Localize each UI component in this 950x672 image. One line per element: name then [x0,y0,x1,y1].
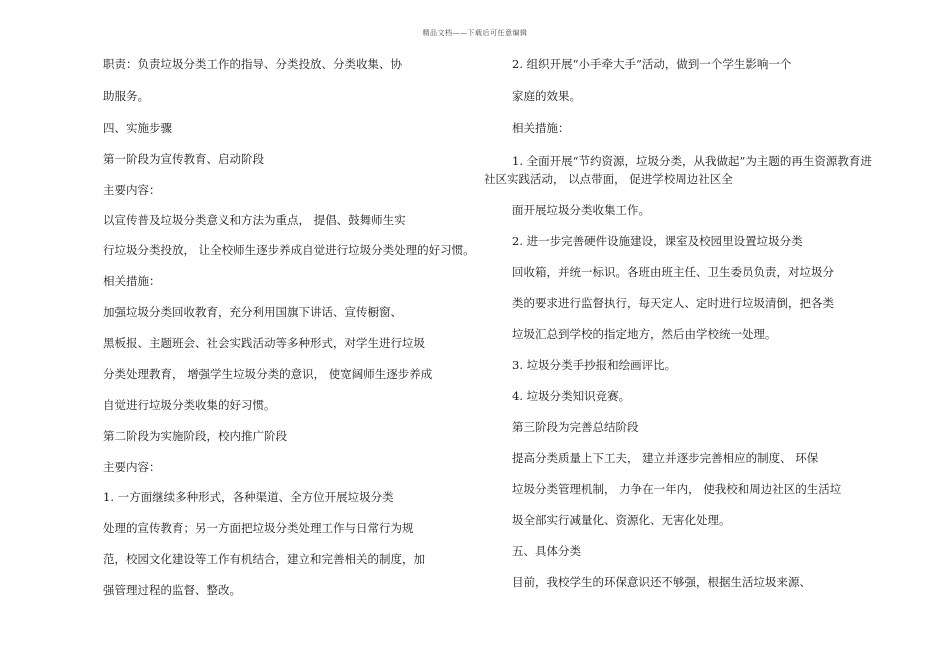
stage-heading: 第三阶段为完善总结阶段 [512,420,639,434]
text-line: 加强垃圾分类回收教育，充分利用国旗下讲话、宣传橱窗、 [103,305,402,319]
text-line: 家庭的效果。 [512,89,581,103]
text-line: 职责：负责垃圾分类工作的指导、分类投放、分类收集、协 [103,57,402,71]
text-line: 面开展垃圾分类收集工作。 [512,203,650,217]
text-line: 黑板报、主题班会、社会实践活动等多种形式，对学生进行垃圾 [103,336,425,350]
text-line: 1. 一方面继续多种形式，各种渠道、全方位开展垃圾分类 [103,490,394,504]
text-line: 以宣传普及垃圾分类意义和方法为重点， 提倡、鼓舞师生实 [103,213,406,227]
text-line: 助服务。 [103,89,149,103]
text-line: 范，校园文化建设等工作有机结合，建立和完善相关的制度，加 [103,552,425,566]
text-line: 3. 垃圾分类手抄报和绘画评比。 [512,358,677,372]
section-heading: 四、实施步骤 [103,121,172,135]
text-line: 回收箱，并统一标识。各班由班主任、卫生委员负责，对垃圾分 [512,265,834,279]
page-header: 精品文档——下载后可任意编辑 [422,29,528,37]
text-line: 自觉进行垃圾分类收集的好习惯。 [103,398,276,412]
text-line: 类的要求进行监督执行，每天定人、定时进行垃圾清倒，把各类 [512,296,834,310]
text-line: 强管理过程的监督、整改。 [103,583,241,597]
section-heading: 五、具体分类 [512,544,581,558]
text-line: 4. 垃圾分类知识竞赛。 [512,389,631,403]
text-line: 主要内容： [103,183,161,197]
stage-heading: 第二阶段为实施阶段，校内推广阶段 [103,429,287,443]
text-line: 垃圾分类管理机制， 力争在一年内， 使我校和周边社区的生活垃 [512,482,842,496]
text-line: 目前，我校学生的环保意识还不够强，根据生活垃圾来源、 [512,575,811,589]
text-line: 相关措施： [512,121,570,135]
stage-heading: 第一阶段为宣传教育、启动阶段 [103,152,264,166]
text-line: 2. 进一步完善硬件设施建设，课室及校园里设置垃圾分类 [512,234,803,248]
text-line: 行垃圾分类投放， 让全校师生逐步养成自觉进行垃圾分类处理的好习惯。 [103,243,475,257]
text-line: 圾全部实行减量化、资源化、无害化处理。 [512,513,731,527]
text-line: 主要内容： [103,460,161,474]
text-line: 垃圾汇总到学校的指定地方，然后由学校统一处理。 [512,327,777,341]
text-line: 相关措施： [103,274,161,288]
text-line: 处理的宣传教育；另一方面把垃圾分类处理工作与日常行为规 [103,521,414,535]
text-line: 分类处理教育， 增强学生垃圾分类的意识， 使宽阔师生逐步养成 [103,367,433,381]
text-line: 提高分类质量上下工夫， 建立并逐步完善相应的制度、 环保 [512,451,819,465]
text-line: 1. 全面开展“节约资源，垃圾分类，从我做起”为主题的再生资源教育进社区实践活动， 以点带面， 促进学校周边社区全 [484,154,872,186]
text-line: 2. 组织开展“小手牵大手”活动，做到一个学生影响一个 [512,57,792,71]
